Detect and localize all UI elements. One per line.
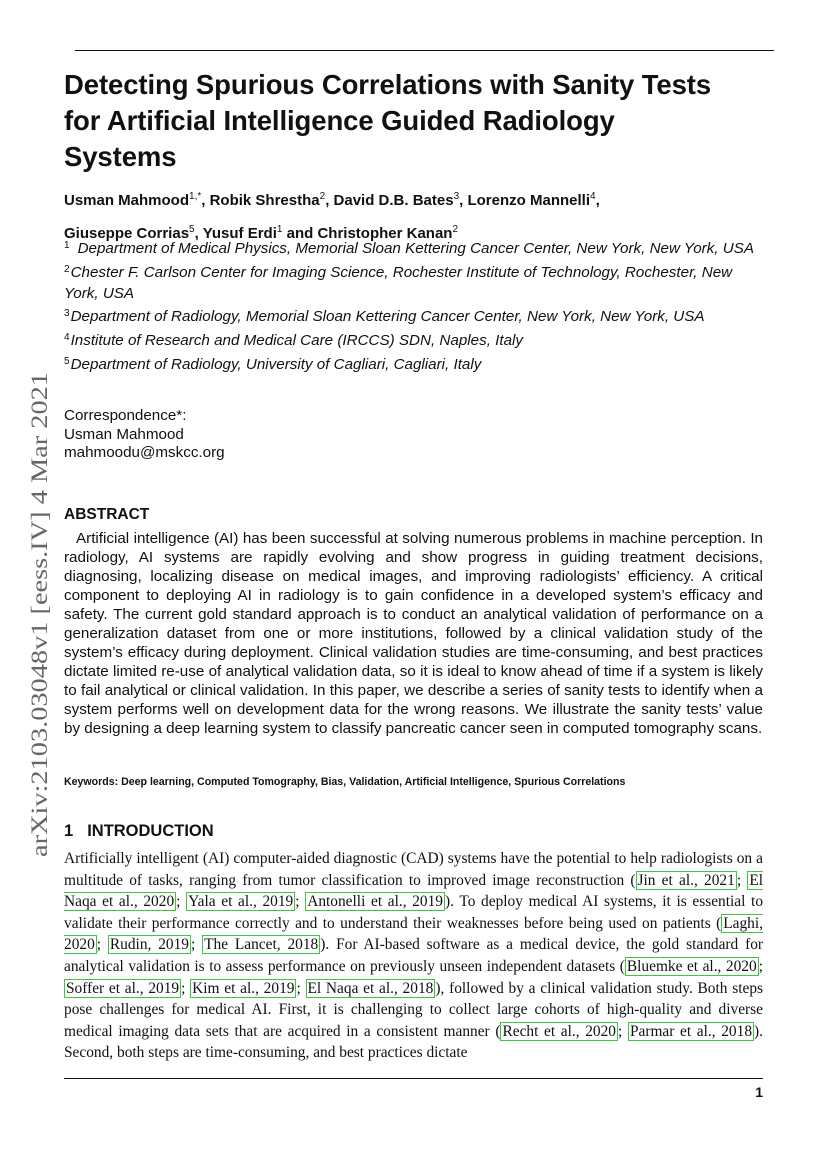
affiliation-item [64, 328, 754, 352]
author-name: Lorenzo Mannelli [467, 192, 590, 209]
author-affiliation-mark: 4 [590, 191, 596, 202]
affiliation-text: Department of Radiology, Memorial Sloan Kettering Cancer Center, New York, New York, USA [70, 308, 705, 326]
body-text: Artificially intelligent (AI) computer-aided diagnostic (CAD) systems have the potential to help radiologists on a multitude of tasks, ranging from tumor classification to improved image reconstruction ( [64, 850, 763, 889]
author-name: Robik Shrestha [209, 192, 320, 209]
affiliation-text: Institute of Research and Medical Care (IRCCS) SDN, Naples, Italy [70, 332, 523, 350]
arxiv-stamp [17, 370, 57, 860]
citation-link[interactable]: El Naqa et al., 2020 [64, 871, 764, 911]
abstract-text: Artificial intelligence (AI) has been successful at solving numerous problems in machine perception. In radiology, AI systems are rapidly evolving and show progress in guiding treatment decisions, diagnosing, localizing disease on medical images, and improving radiologists’ efficiency. A critical component to deploying AI in radiology is to gain confidence in a developed system’s efficacy and safety. The current gold standard approach is to conduct an analytical validation of performance on a generalization dataset from one or more institutions, followed by a clinical validation study of the system’s efficacy during deployment. Clinical validation studies are time-consuming, and best practices dictate limited re-use of analytical validation data, so it is ideal to know ahead of time if a system is likely to fail analytical or clinical validation. In this paper, we describe a series of sanity tests to identify when a system performs well on development data for the wrong reasons. We illustrate the sanity tests’ value by designing a deep learning system to classify pancreatic cancer seen in computed tomography scans. [64, 530, 763, 737]
body-text: ; [181, 979, 191, 997]
citation-link[interactable]: Yala et al., 2019 [188, 893, 294, 911]
affiliation-number: 2 [64, 263, 70, 275]
author-affiliation-mark: 5 [189, 224, 195, 235]
correspondence-block [64, 407, 464, 463]
citation-link[interactable]: Recht et al., 2020 [502, 1022, 616, 1040]
author-affiliation-mark: 1 [276, 224, 283, 235]
author-separator: , [194, 225, 203, 242]
citation-link[interactable]: Kim et al., 2019 [192, 979, 295, 997]
citation-link[interactable]: Antonelli et al., 2019 [307, 893, 444, 911]
arxiv-stamp-text: arXiv:2103.03048v1 [eess.IV] 4 Mar 2021 [27, 454, 53, 857]
author-affiliation-mark: 1,* [189, 191, 202, 202]
author-separator: and [282, 225, 318, 242]
affiliation-number: 1 [64, 240, 70, 251]
body-text: ; [618, 1022, 628, 1040]
correspondence-email: mahmoodu@mskcc.org [64, 444, 225, 461]
citation-link[interactable]: Laghi, 2020 [64, 914, 763, 954]
affiliation-number: 5 [64, 355, 70, 367]
keywords-line: Keywords: Deep learning, Computed Tomography, Bias, Validation, Artificial Intelligence, Spurious Correlations [64, 776, 626, 788]
body-text: ). For AI-based software as a medical device, the gold standard for analytical validation is to assess performance on previously unseen independent datasets ( [64, 936, 764, 975]
author-separator: , [595, 192, 600, 209]
author-affiliation-mark: 2 [452, 224, 459, 235]
affiliation-text: Chester F. Carlson Center for Imaging Science, Rochester Institute of Technology, Rochester, New York, USA [64, 263, 733, 302]
body-text: ). To deploy medical AI systems, it is essential to validate their performance correctly and to understand their weaknesses before being used on patients ( [64, 893, 764, 932]
footer-rule [64, 1078, 763, 1079]
page-number: 1 [755, 1084, 763, 1100]
introduction-paragraph [64, 848, 763, 1064]
body-text: ; [736, 871, 748, 889]
author-name: David D.B. Bates [333, 192, 454, 209]
body-text: ; [96, 936, 108, 954]
body-text: ), followed by a clinical validation study. Both steps pose challenges for medical AI. First, it is challenging to collect large cohorts of high-quality and diverse medical imaging data sets that are acquired in a consistent manner ( [64, 979, 763, 1040]
citation-link[interactable]: Jin et al., 2021 [637, 871, 735, 889]
body-text: ; [191, 936, 203, 954]
section-title: INTRODUCTION [87, 822, 214, 840]
header-rule [75, 50, 774, 51]
paper-title: Detecting Spurious Correlations with Sanity Tests for Artificial Intelligence Guided Radiology Systems [64, 69, 712, 172]
affiliation-item [64, 304, 754, 328]
author-name: Giuseppe Corrias [64, 225, 190, 242]
citation-link[interactable]: El Naqa et al., 2018 [307, 979, 434, 997]
section-heading-introduction [64, 821, 214, 841]
citation-link[interactable]: Soffer et al., 2019 [66, 979, 180, 997]
citation-link[interactable]: Parmar et al., 2018 [629, 1022, 753, 1040]
author-name: Yusuf Erdi [202, 225, 277, 242]
affiliation-item [64, 260, 754, 305]
author-affiliation-mark: 3 [453, 191, 460, 202]
citation-link[interactable]: Bluemke et al., 2020 [626, 957, 757, 975]
author-separator: , [325, 192, 334, 209]
author-name: Usman Mahmood [64, 192, 190, 209]
body-text: ; [758, 957, 763, 975]
body-text: ; [295, 893, 306, 911]
author-affiliation-mark: 2 [319, 191, 326, 202]
correspondence-label: Correspondence*: [64, 407, 187, 424]
citation-link[interactable]: The Lancet, 2018 [204, 936, 319, 954]
body-text: ; [296, 979, 306, 997]
section-number: 1 [64, 822, 74, 840]
affiliation-list [64, 236, 754, 376]
body-text: ; [176, 893, 187, 911]
author-separator: , [201, 192, 210, 209]
body-text: ). Second, both steps are time-consuming, and best practices dictate [64, 1022, 763, 1062]
affiliation-item [64, 352, 754, 376]
author-name: Christopher Kanan [317, 225, 453, 242]
citation-link[interactable]: Rudin, 2019 [109, 936, 190, 954]
affiliation-text: Department of Medical Physics, Memorial Sloan Kettering Cancer Center, New York, New York, USA [77, 240, 754, 257]
affiliation-number: 4 [64, 332, 70, 344]
author-separator: , [459, 192, 468, 209]
abstract-heading: ABSTRACT [64, 506, 150, 523]
affiliation-number: 3 [64, 308, 70, 320]
affiliation-text: Department of Radiology, University of Cagliari, Cagliari, Italy [70, 355, 482, 373]
affiliation-item [64, 236, 754, 260]
correspondence-name: Usman Mahmood [64, 425, 184, 443]
